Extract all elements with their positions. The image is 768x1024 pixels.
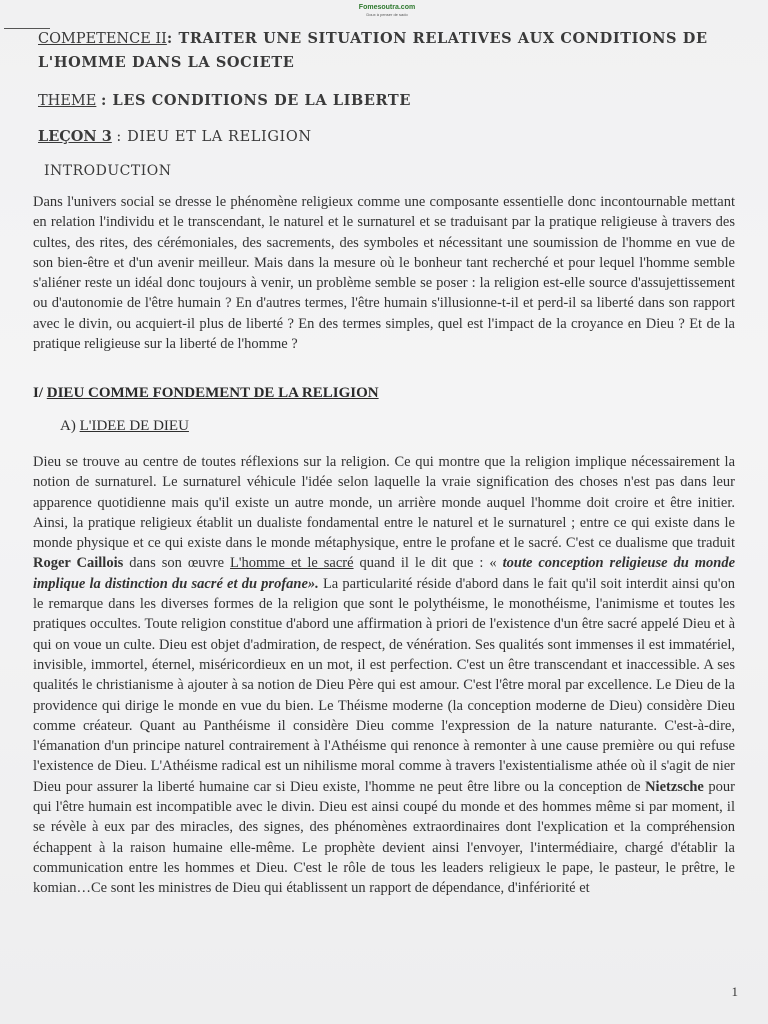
theme-heading [38, 92, 411, 109]
body-text-4: La particularité réside d'abord dans le fait qu'il soit interdit ainsi qu'on le remarque dans les diverses formes de la religion que sont le polythéisme, le monothéisme, l'animisme et toutes les pratiques occultes. Toute religion constitue d'abord une affirmation à priori de l'existence d'un être sacré appelé Dieu et à qui on voue un culte. Dieu est objet d'admiration, de respect, de vénération. Ses qualités sont immenses il est immatériel, invisible, immortel, éternel, miséricordieux en un mot, il est perfection. C'est un être transcendant et inaccessible. A ses qualités le christianisme à ajouter à sa notion de Dieu Père qui est amour. C'est l'être moral par excellence. Le Dieu de la providence qui dirige le monde en vue du bien. Le Théisme moderne (la conception moderne de Dieu) considère Dieu comme créateur. Quant au Panthéisme il considère Dieu comme l'expression de la nature naturante. C'est-à-dire, l'émanation d'un principe naturel contrairement à l'Athéisme qui renonce à remonter à une cause première ou qui refuse l'existence de Dieu. L'Athéisme radical est un nihilisme moral comme à travers l'existentialisme athée où il s'agit de nier Dieu pour assurer la liberté humaine car si Dieu existe, l'homme ne peut être libre ou la conception de [33, 575, 736, 795]
theme-value: : LES CONDITIONS DE LA LIBERTE [100, 92, 411, 109]
page-number: 1 [731, 984, 738, 999]
body-text-2: dans son œuvre [129, 555, 225, 572]
competence-value: : TRAITER UNE SITUATION RELATIVES AUX CONDITIONS DE [166, 30, 708, 47]
competence-value-line2: L'HOMME DANS LA SOCIETE [38, 54, 295, 71]
theme-label: THEME [38, 93, 97, 109]
subsection-title: L'IDEE DE DIEU [79, 418, 189, 434]
site-logo [352, 4, 422, 18]
logo-tagline: Doux à penser de sado [366, 12, 408, 17]
subsection-letter: A) [60, 418, 76, 434]
author-nietzsche: Nietzsche [645, 778, 704, 795]
body-paragraph [33, 452, 735, 899]
logo-brand: Fomesoutra.com [358, 4, 416, 11]
introduction-title: INTRODUCTION [44, 163, 172, 179]
section-number: I/ [33, 385, 44, 401]
body-text-5: pour qui l'être humain est incompatible avec le divin. Dieu est ainsi coupé du monde et des hommes même si par moment, il se révèle à eux par des miracles, des signes, des phénomènes extraordinaires dont l'explication et la compréhension échappent à la raison humaine elle-même. Le prophète devient ainsi l'envoyer, l'intermédiaire, chargé d'établir la communication entre les hommes et Dieu. C'est le rôle de tous les leaders religieux le pape, le pasteur, le prêtre, le komian…Ce sont les ministres de Dieu qui établissent un rapport de dépendance, d'infériorité et [33, 778, 736, 897]
competence-heading [38, 30, 708, 47]
lesson-value: : DIEU ET LA RELIGION [116, 129, 312, 145]
lesson-label: LEÇON 3 [38, 128, 112, 145]
competence-heading-line2 [38, 54, 294, 71]
author-caillois: Roger Caillois [33, 555, 124, 572]
subsection-heading [60, 418, 189, 435]
competence-label: COMPETENCE II [38, 31, 167, 47]
lesson-heading [38, 128, 312, 145]
introduction-paragraph: Dans l'univers social se dresse le phénomène religieux comme une composante essentielle donc incontournable mettant en relation l'individu et le transcendant, le naturel et le surnaturel et se traduisant par la pratique religieuse à travers des cultes, des rites, des cérémoniales, des sacrements, des symboles et nécessitant une soumission de l'homme en vue de son bien-être et d'un avenir meilleur. Mais dans la mesure où le bonheur tant recherché et pour lequel l'homme semble s'aliéner reste un idéal donc toujours à venir, un problème semble se poser : la religion est-elle source d'assujettissement ou d'autonomie de l'être humain ? En d'autres termes, l'être humain s'illusionne-t-il et perd-il sa liberté dans son rapport avec le divin, ou acquiert-il plus de liberté ? En des termes simples, quel est l'impact de la croyance en Dieu ? Et de la pratique religieuse sur la liberté de l'homme ? [33, 194, 735, 353]
section-heading [33, 385, 379, 402]
section-title: DIEU COMME FONDEMENT DE LA RELIGION [46, 385, 379, 401]
body-text-1: Dieu se trouve au centre de toutes réflexions sur la religion. Ce qui montre que la religion implique nécessairement la notion de surnaturel. Le surnaturel véhicule l'idée selon laquelle la vraie signification des choses n'est pas dans leur apparence quotidienne mais qu'il existe un autre monde, un arrière monde auquel l'homme doit croire et être initier. Ainsi, la pratique religieux établit un dualiste fondamental entre le naturel et le surnaturel ; entre ce qui existe dans le monde physique et ce qui existe dans le monde métaphysique, entre le profane et le sacré. C'est ce dualisme que traduit [33, 454, 735, 552]
body-text-3: quand il le dit que : « [359, 555, 497, 572]
quote-caillois: toute conception religieuse du monde implique la distinction du sacré et du profane». [33, 555, 736, 592]
work-title: L'homme et le sacré [230, 555, 354, 572]
corner-rule [4, 28, 50, 29]
